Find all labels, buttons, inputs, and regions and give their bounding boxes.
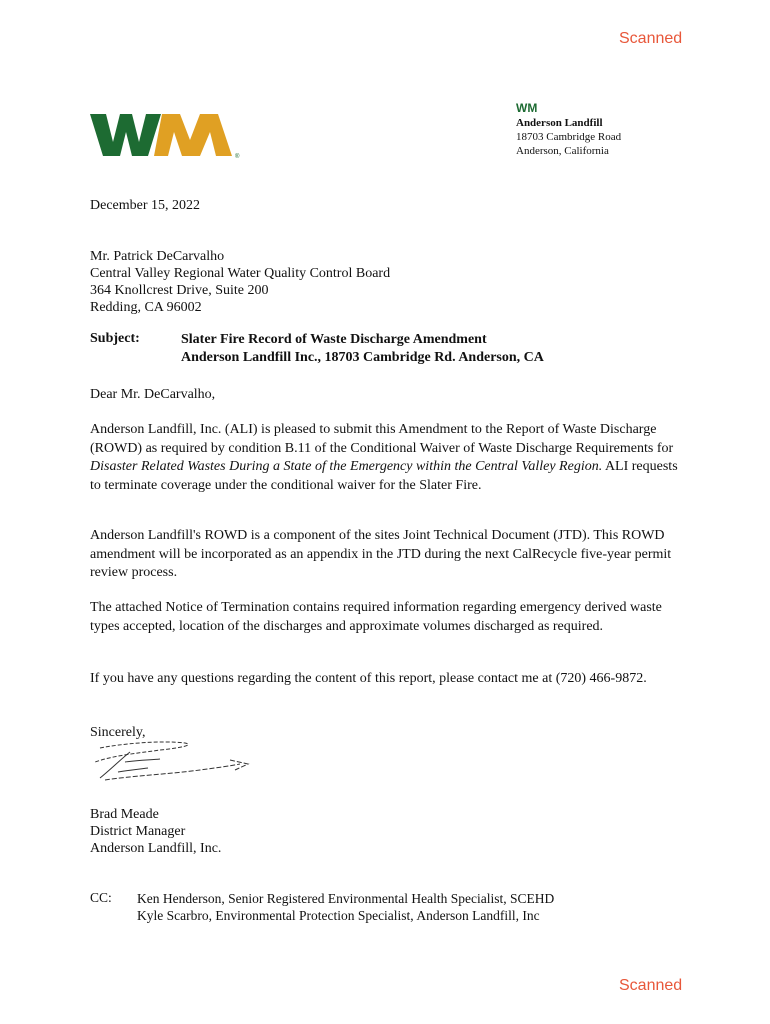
sender-street: 18703 Cambridge Road xyxy=(516,131,622,143)
paragraph-2: Anderson Landfill's ROWD is a component of the sites Joint Technical Document (JTD). This ROWD amendment will be incorporated as an appendix in the JTD during the next CalRecycle five-year permit review process. xyxy=(90,528,672,580)
subject-label: Subject: xyxy=(90,331,140,346)
paragraph-1-text-a: Anderson Landfill, Inc. (ALI) is pleased to submit this Amendment to the Report of Waste Discharge (ROWD) as required by condition B.11 of the Conditional Waiver of Waste Discharge Requirements for xyxy=(90,422,674,456)
recipient-city: Redding, CA 96002 xyxy=(90,300,202,315)
salutation: Dear Mr. DeCarvalho, xyxy=(90,387,216,402)
scanned-stamp-bottom: Scanned xyxy=(619,977,683,994)
paragraph-1-text-b: ALI requests to terminate coverage under the conditional waiver for the Slater Fire. xyxy=(90,459,678,493)
paragraph-4: If you have any questions regarding the content of this report, please contact me at (720) 466-9872. xyxy=(90,671,647,686)
closing: Sincerely, xyxy=(90,725,146,740)
subject-line-1: Slater Fire Record of Waste Discharge Amendment xyxy=(181,332,487,347)
sender-city: Anderson, California xyxy=(516,145,609,157)
cc-line-1: Ken Henderson, Senior Registered Environmental Health Specialist, SCEHD xyxy=(137,891,555,906)
subject-lines xyxy=(181,331,544,367)
recipient-name: Mr. Patrick DeCarvalho xyxy=(90,249,225,264)
recipient-org: Central Valley Regional Water Quality Control Board xyxy=(90,266,391,281)
signer-name: Brad Meade xyxy=(90,807,159,822)
recipient-street: 364 Knollcrest Drive, Suite 200 xyxy=(90,283,269,298)
recipient-block xyxy=(90,248,390,316)
paragraph-1 xyxy=(90,421,690,495)
cc-line-2: Kyle Scarbro, Environmental Protection Specialist, Anderson Landfill, Inc xyxy=(137,908,540,923)
paragraph-1-italic: Disaster Related Wastes During a State of the Emergency within the Central Valley Region. xyxy=(90,459,603,474)
registered-mark: ® xyxy=(235,154,240,160)
signer-title: District Manager xyxy=(90,824,186,839)
handwritten-signature xyxy=(90,740,260,790)
sender-name: Anderson Landfill xyxy=(516,117,603,129)
paragraph-3: The attached Notice of Termination contains required information regarding emergency derived waste types accepted, location of the discharges and approximate volumes discharged as required. xyxy=(90,600,662,634)
sender-brand: WM xyxy=(516,101,538,115)
subject-line-2: Anderson Landfill Inc., 18703 Cambridge Rd. Anderson, CA xyxy=(181,350,544,365)
sender-block xyxy=(516,100,621,158)
cc-lines xyxy=(137,890,554,924)
signer-block xyxy=(90,806,221,857)
letter-date: December 15, 2022 xyxy=(90,198,201,213)
cc-label: CC: xyxy=(90,890,112,905)
signer-company: Anderson Landfill, Inc. xyxy=(90,841,222,856)
scanned-stamp-top: Scanned xyxy=(619,30,683,47)
wm-logo xyxy=(90,110,242,160)
